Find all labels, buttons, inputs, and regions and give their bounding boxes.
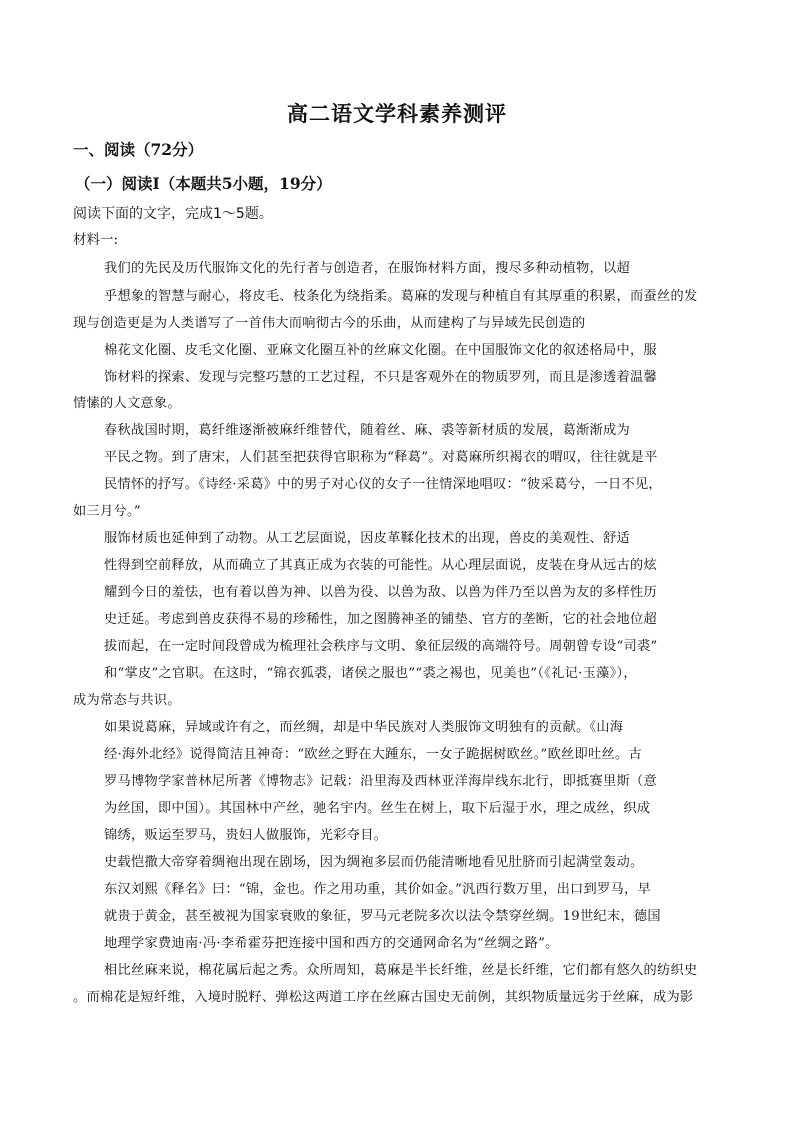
page-title: 高二语文学科素养测评 xyxy=(287,101,507,126)
paragraph-line: 成为常态与共识。 xyxy=(73,693,181,708)
paragraph-line: 为丝国，即中国）。其国林中产丝，驰名宇内。丝生在树上，取下后湿于水，理之成丝，织成 xyxy=(104,801,651,816)
paragraph-line: 耀到今日的羞怯，也有着以兽为神、以兽为役、以兽为敌、以兽为伴乃至以兽为友的多样性历 xyxy=(104,585,657,600)
paragraph-line: 锦绣，贩运至罗马，贵妇人做服饰，光彩夺目。 xyxy=(104,828,388,843)
paragraph-line: 如果说葛麻，异域或许有之，而丝绸，却是中华民族对人类服饰文明独有的贡献。《山海 xyxy=(104,720,624,735)
paragraph-line: 现与创造更是为人类谱写了一首伟大而响彻古今的乐曲，从而建构了与异域先民创造的 xyxy=(73,316,586,331)
paragraph-line: 和“掌皮”之官职。在这时，“锦衣狐裘，诸侯之服也”“裘之裼也，见美也”（《礼记·玉藻》）， xyxy=(104,666,637,681)
paragraph-line: 经·海外北经》说得简洁且神奇：“欧丝之野在大踵东，一女子跪据树欧丝。”欧丝即吐丝。古 xyxy=(104,747,642,762)
paragraph-line: 春秋战国时期，葛纤维逐渐被麻纤维替代，随着丝、麻、裘等新材质的发展，葛渐渐成为 xyxy=(104,423,631,438)
paragraph-line: 史载恺撒大帝穿着绸袍出现在剧场，因为绸袍多层而仍能清晰地看见肚脐而引起满堂轰动。 xyxy=(104,855,644,870)
paragraph-line: 史迁延。考虑到兽皮获得不易的珍稀性，加之图腾神圣的铺垫、官方的垄断，它的社会地位超 xyxy=(104,612,657,627)
section-heading: 一、阅读（72分） xyxy=(73,140,204,159)
paragraph-line: 。而棉花是短纤维，入境时脱籽、弹松这两道工序在丝麻古国史无前例，其织物质量远劣于丝麻，成为影 xyxy=(73,990,694,1005)
paragraph-line: 我们的先民及历代服饰文化的先行者与创造者，在服饰材料方面，搜尽多种动植物，以超 xyxy=(104,261,631,276)
paragraph-line: 如三月兮。” xyxy=(73,504,141,519)
paragraph-line: 棉花文化圈、皮毛文化圈、亚麻文化圈互补的丝麻文化圈。在中国服饰文化的叙述格局中，服 xyxy=(104,343,657,358)
subsection-heading: （一）阅读Ⅰ（本题共5小题，19分） xyxy=(75,174,332,193)
paragraph-line: 东汉刘熙《释名》曰：“锦，金也。作之用功重，其价如金。”汎西行数万里，出口到罗马，早 xyxy=(104,882,651,897)
paragraph-line: 民情怀的抒写。《诗经·采葛》中的男子对心仪的女子一往情深地唱叹：“彼采葛兮，一日不见， xyxy=(104,477,662,492)
paragraph-line: 罗马博物学家普林尼所著《博物志》记载：沿里海及西林亚洋海岸线东北行，即抵赛里斯（意 xyxy=(104,774,657,789)
paragraph-line: 就贵于黄金，甚至被视为国家衰败的象征，罗马元老院多次以法令禁穿丝绸。19世纪末，德国 xyxy=(104,909,661,924)
material-label: 材料一: xyxy=(73,232,119,248)
paragraph-line: 平民之物。到了唐宋，人们甚至把获得官职称为“释葛”。对葛麻所织褐衣的喟叹，往往就是平 xyxy=(104,450,658,465)
paragraph-line: 性得到空前释放，从而确立了其真正成为衣装的可能性。从心理层面说，皮装在身从远古的炫 xyxy=(104,558,657,573)
paragraph-line: 服饰材质也延伸到了动物。从工艺层面说，因皮革鞣化技术的出现，兽皮的美观性、舒适 xyxy=(104,531,631,546)
paragraph-line: 相比丝麻来说，棉花属后起之秀。众所周知，葛麻是半长纤维，丝是长纤维，它们都有悠久的纺织史 xyxy=(104,963,698,978)
instruction-text: 阅读下面的文字，完成1～5题。 xyxy=(73,206,273,222)
paragraph-line: 乎想象的智慧与耐心，将皮毛、枝条化为绕指柔。葛麻的发现与种植自有其厚重的积累，而蚕丝的发 xyxy=(104,289,698,304)
paragraph-line: 情愫的人文意象。 xyxy=(73,396,181,411)
paragraph-line: 拔而起，在一定时间段曾成为梳理社会秩序与文明、象征层级的高端符号。周朝曾专设“司裘” xyxy=(104,639,658,654)
paragraph-line: 饰材料的探索、发现与完整巧慧的工艺过程，不只是客观外在的物质罗列，而且是渗透着温馨 xyxy=(104,370,657,385)
paragraph-line: 地理学家费迪南·冯·李希霍芬把连接中国和西方的交通网命名为“丝绸之路”。 xyxy=(104,936,559,951)
